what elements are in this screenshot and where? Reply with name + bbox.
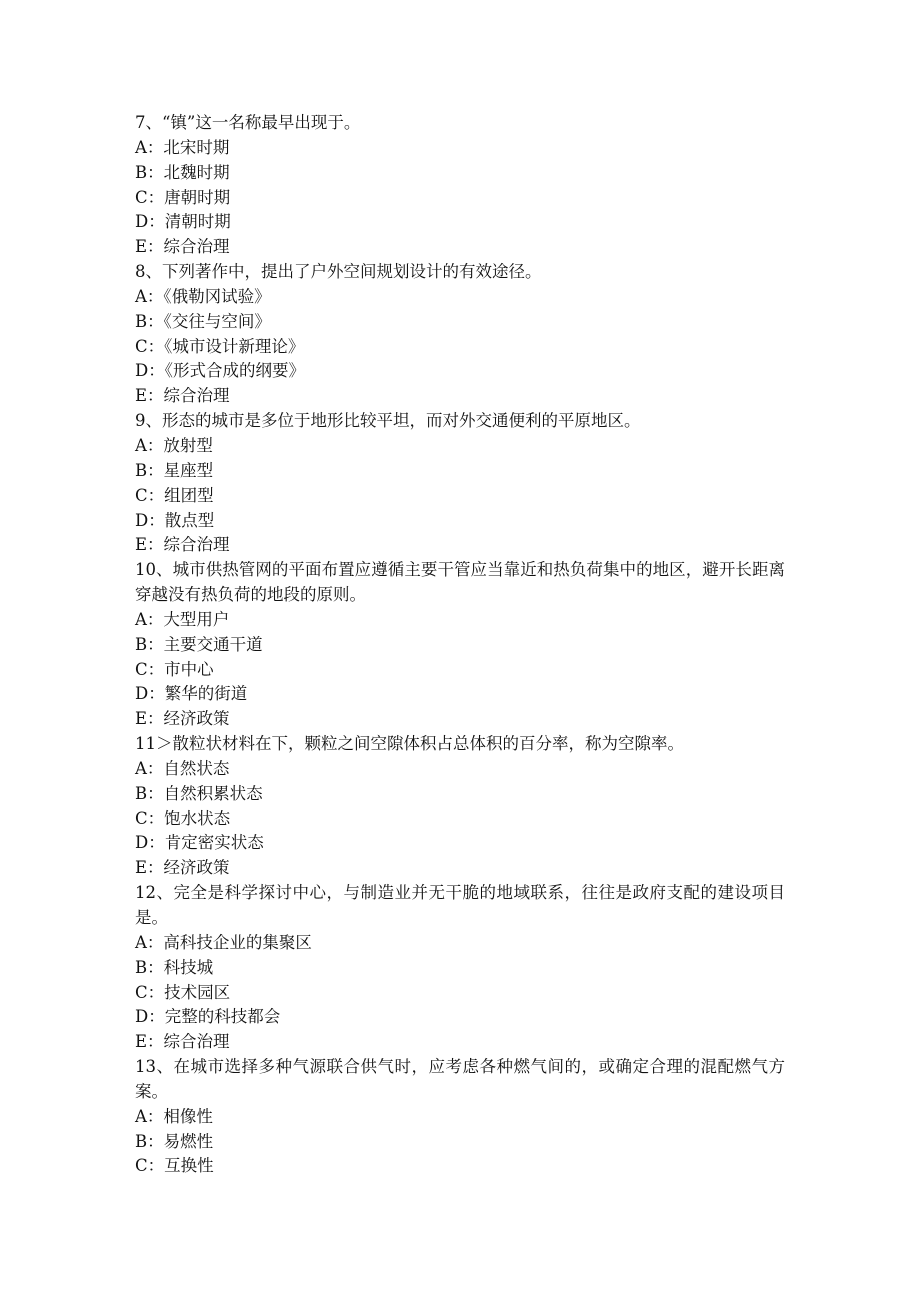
option-e: E：经济政策: [135, 858, 230, 878]
question-stem: 13、在城市选择多种气源联合供气时，应考虑各种燃气间的，或确定合理的混配燃气方案。: [135, 1057, 785, 1101]
option-c: C：饱水状态: [135, 808, 231, 828]
question-stem: 11＞散粒状材料在下，颗粒之间空隙体积占总体积的百分率，称为空隙率。: [135, 734, 684, 754]
option-c: C：唐朝时期: [135, 187, 231, 207]
question-10: [135, 558, 785, 732]
option-a: A：大型用户: [135, 609, 230, 629]
option-d: D：《形式合成的纲要》: [135, 361, 305, 381]
option-a: A：相像性: [135, 1106, 213, 1126]
option-a: A：自然状态: [135, 758, 230, 778]
option-e: E：综合治理: [135, 535, 230, 555]
option-b: B：易燃性: [135, 1131, 214, 1151]
option-b: B：《交往与空间》: [135, 311, 271, 331]
document-page: [135, 111, 785, 1179]
option-c: C：互换性: [135, 1156, 214, 1176]
option-d: D：肯定密实状态: [135, 833, 264, 853]
option-e: E：综合治理: [135, 237, 230, 257]
option-c: C：《城市设计新理论》: [135, 336, 305, 356]
option-e: E：综合治理: [135, 386, 230, 406]
option-e: E：经济政策: [135, 709, 230, 729]
question-stem: 10、城市供热管网的平面布置应遵循主要干管应当靠近和热负荷集中的地区，避开长距离穿越没有热负荷的地段的原则。: [135, 560, 785, 605]
option-d: D：完整的科技都会: [135, 1007, 281, 1027]
option-b: B：北魏时期: [135, 162, 230, 182]
question-stem: 9、形态的城市是多位于地形比较平坦，而对外交通便利的平原地区。: [135, 411, 641, 431]
option-d: D：繁华的街道: [135, 684, 248, 704]
question-7: [135, 111, 785, 260]
option-a: A：《俄勒冈试验》: [135, 286, 271, 306]
question-stem: 7、“镇”这一名称最早出现于。: [135, 113, 361, 132]
question-12: [135, 881, 785, 1055]
option-d: D：散点型: [135, 510, 215, 530]
question-13: [135, 1055, 785, 1179]
question-11: [135, 732, 785, 881]
option-a: A：北宋时期: [135, 137, 230, 157]
option-b: B：星座型: [135, 460, 214, 480]
option-a: A：放射型: [135, 435, 213, 455]
option-b: B：主要交通干道: [135, 634, 263, 654]
question-8: [135, 260, 785, 409]
option-c: C：技术园区: [135, 982, 231, 1002]
option-d: D：清朝时期: [135, 212, 231, 232]
question-stem: 12、完全是科学探讨中心，与制造业并无干脆的地域联系，往往是政府支配的建设项目是。: [135, 883, 785, 927]
option-c: C：组团型: [135, 485, 214, 505]
option-e: E：综合治理: [135, 1032, 230, 1052]
option-b: B：自然积累状态: [135, 783, 263, 803]
question-9: [135, 409, 785, 558]
question-stem: 8、下列著作中，提出了户外空间规划设计的有效途径。: [135, 262, 542, 282]
option-b: B：科技城: [135, 957, 214, 977]
option-a: A：高科技企业的集聚区: [135, 932, 312, 952]
option-c: C：市中心: [135, 659, 214, 679]
